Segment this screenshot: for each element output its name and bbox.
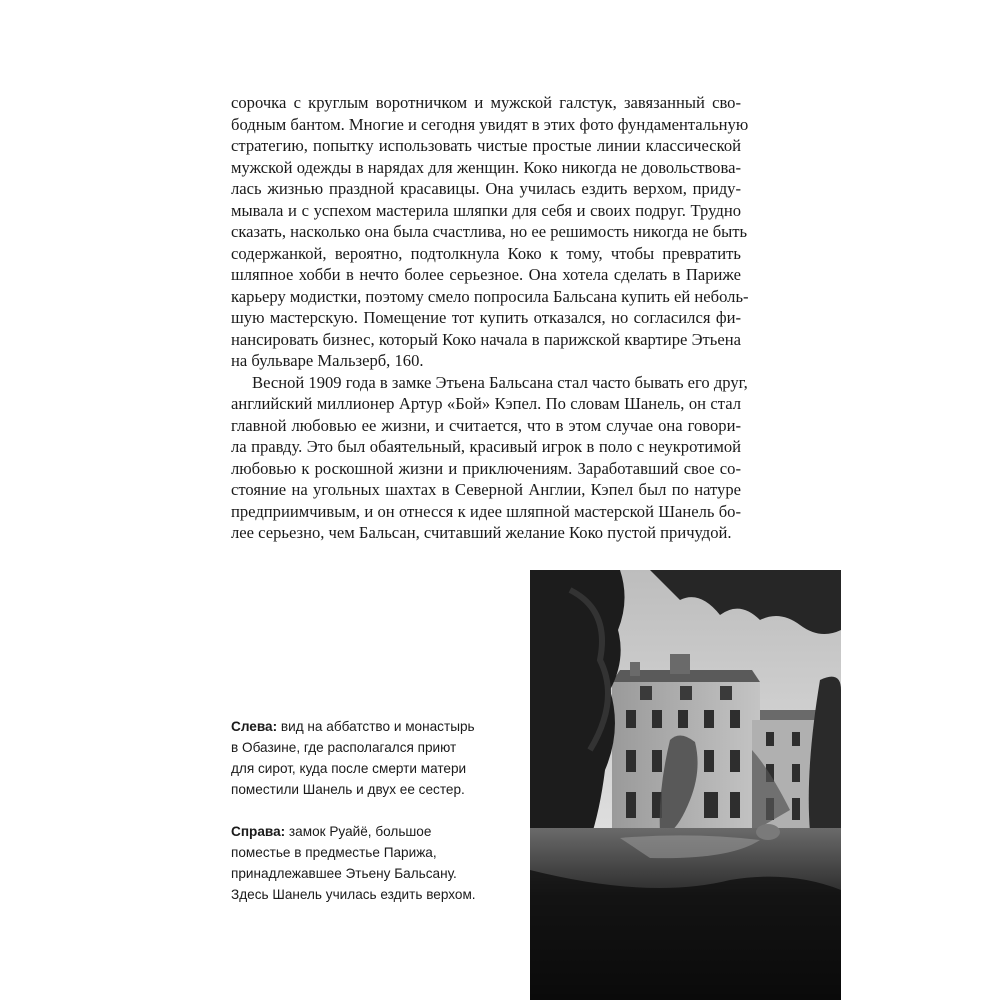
chateau-photo-illustration xyxy=(530,570,841,1000)
paragraph-1 xyxy=(231,92,749,372)
photo-captions xyxy=(231,716,521,926)
text-line: на бульваре Мальзерб, 160. xyxy=(231,351,424,370)
body-text xyxy=(231,92,749,544)
text-line: сорочка с круглым воротничком и мужской галстук, завязанный сво- xyxy=(231,93,741,112)
text-line: Весной 1909 года в замке Этьена Бальсана стал часто бывать его друг, xyxy=(252,372,748,392)
caption-right xyxy=(231,821,521,905)
text-line: стояние на угольных шахтах в Северной Англии, Кэпел был по натуре xyxy=(231,480,741,499)
text-line: шляпное хобби в нечто более серьезное. Она хотела сделать в Париже xyxy=(231,265,741,284)
text-line: стратегию, попытку использовать чистые простые линии классической xyxy=(231,136,741,155)
paragraph-2 xyxy=(231,372,748,544)
text-line: лась жизнью праздной красавицы. Она училась ездить верхом, приду- xyxy=(231,179,741,198)
caption-line: поместили Шанель и двух ее сестер. xyxy=(231,782,465,797)
caption-left xyxy=(231,716,521,800)
text-line: карьеру модистки, поэтому смело попросила Бальсана купить ей неболь- xyxy=(231,286,749,306)
text-line: мужской одежды в нарядах для женщин. Коко никогда не довольствова- xyxy=(231,157,741,177)
text-line: лее серьезно, чем Бальсан, считавший желание Коко пустой причудой. xyxy=(231,523,732,542)
text-line: мывала и с успехом мастерила шляпки для себя и своих подруг. Трудно xyxy=(231,200,741,220)
text-line: нансировать бизнес, который Коко начала в парижской квартире Этьена xyxy=(231,329,741,349)
caption-line: поместье в предместье Парижа, xyxy=(231,845,437,860)
caption-line xyxy=(231,821,521,842)
text-line: ла правду. Это был обаятельный, красивый игрок в поло с неукротимой xyxy=(231,437,741,456)
text-line: сказать, насколько она была счастлива, но ее решимость никогда не быть xyxy=(231,222,748,241)
text-line: содержанкой, вероятно, подтолкнула Коко к тому, чтобы превратить xyxy=(231,243,741,263)
caption-label: Слева: xyxy=(231,719,278,734)
caption-line: для сирот, куда после смерти матери xyxy=(231,761,467,776)
caption-label: Справа: xyxy=(231,824,286,839)
text-line: английский миллионер Артур «Бой» Кэпел. По словам Шанель, он стал xyxy=(231,394,741,413)
caption-line: принадлежавшее Этьену Бальсану. xyxy=(231,866,457,881)
text-line: главной любовью ее жизни, и считается, что в этом случае она говори- xyxy=(231,415,741,435)
caption-text: замок Руайё, большое xyxy=(285,824,432,839)
caption-line: в Обазине, где располагался приют xyxy=(231,740,457,755)
caption-text: вид на аббатство и монастырь xyxy=(277,719,475,734)
text-line: любовью к роскошной жизни и приключениям. Заработавший свое со- xyxy=(231,458,741,478)
text-line: шую мастерскую. Помещение тот купить отказался, но согласился фи- xyxy=(231,308,741,327)
caption-line xyxy=(231,716,521,737)
text-line: бодным бантом. Многие и сегодня увидят в этих фото фундаментальную xyxy=(231,114,749,134)
chateau-photo xyxy=(530,570,841,1000)
text-line: предприимчивым, и он отнесся к идее шляпной мастерской Шанель бо- xyxy=(231,501,741,521)
caption-line: Здесь Шанель училась ездить верхом. xyxy=(231,887,476,902)
